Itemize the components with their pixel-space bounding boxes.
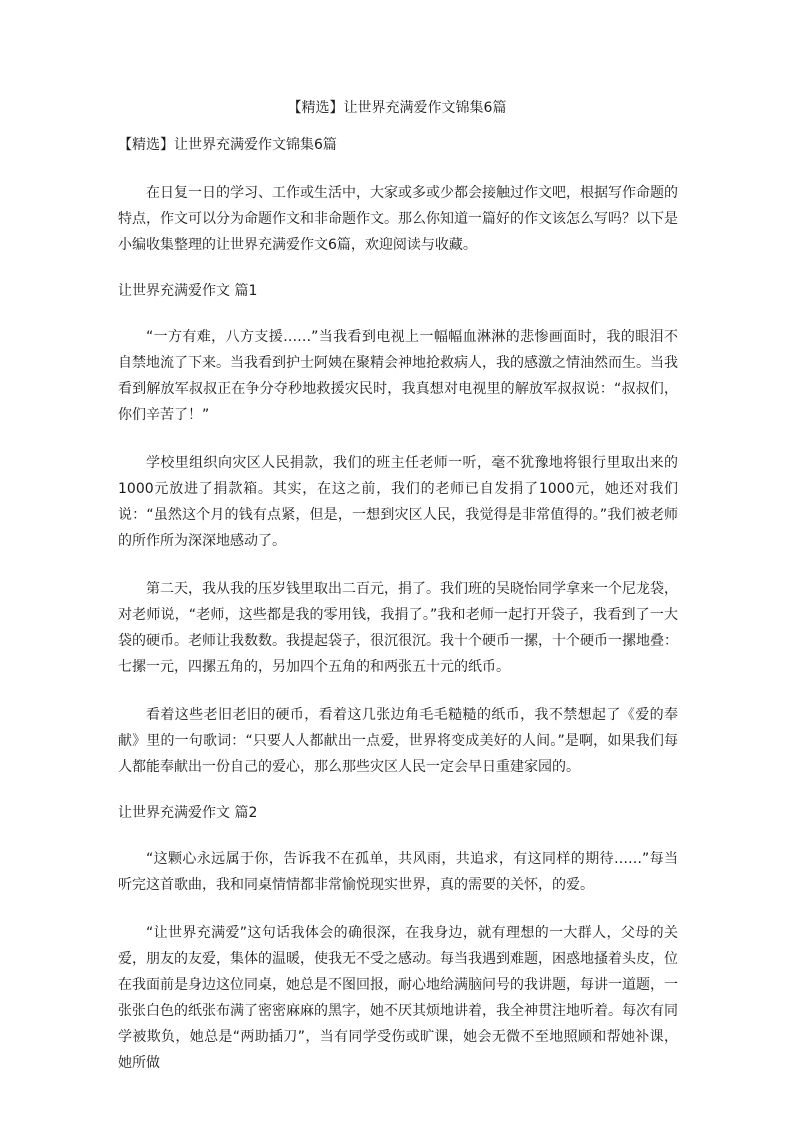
document-body xyxy=(118,134,678,1098)
body-paragraph: 第二天，我从我的压岁钱里取出二百元，捐了。我们班的吴晓怡同学拿来一个尼龙袋，对老师说，“老师，这些都是我的零用钱，我捐了。”我和老师一起打开袋子，我看到了一大袋的硬币。老师让我数数。我提起袋子，很沉很沉。我十个硬币一摞，十个硬币一摞地叠：七摞一元，四摞五角的，另加四个五角的和两张五十元的纸币。 xyxy=(118,581,678,675)
body-paragraph: “这颗心永远属于你，告诉我不在孤单，共风雨，共追求，有这同样的期待……”每当听完这首歌曲，我和同桌情情都非常愉悦现实世界，真的需要的关怀，的爱。 xyxy=(118,851,678,893)
essay-section-1 xyxy=(118,280,678,780)
body-paragraph: 看着这些老旧老旧的硬币，看着这几张边角毛毛糙糙的纸币，我不禁想起了《爱的奉献》里的一句歌词：“只要人人都献出一点爱，世界将变成美好的人间。”是啊，如果我们每人都能奉献出一份自己的爱心，那么那些灾区人民一定会早日重建家园的。 xyxy=(118,707,678,775)
body-paragraph: “让世界充满爱”这句话我体会的确很深，在我身边，就有理想的一大群人，父母的关爱，朋友的友爱，集体的温暖，使我无不受之感动。每当我遇到难题，困惑地搔着头皮，位在我面前是身边这位同桌，她总是不图回报，耐心地给满脑问号的我讲题，每讲一道题，一张张白色的纸张布满了密密麻麻的黑字，她不厌其烦地讲着，我全神贯注地听着。每次有同学被欺负，她总是“两助插刀”，当有同学受伤或旷课，她会无微不至地照顾和帮她补课，她所做 xyxy=(118,925,678,1071)
essay-section-2 xyxy=(118,802,678,1076)
intro-paragraph: 在日复一日的学习、工作或生活中，大家或多或少都会接触过作文吧，根据写作命题的特点，作文可以分为命题作文和非命题作文。那么你知道一篇好的作文该怎么写吗？以下是小编收集整理的让世界充满爱作文6篇，欢迎阅读与收藏。 xyxy=(118,185,678,253)
document-subtitle: 【精选】让世界充满爱作文锦集6篇 xyxy=(118,137,337,153)
section-heading: 让世界充满爱作文 篇1 xyxy=(118,283,258,299)
section-heading: 让世界充满爱作文 篇2 xyxy=(118,805,258,821)
body-paragraph: “一方有难，八方支援……”当我看到电视上一幅幅血淋淋的悲惨画面时，我的眼泪不自禁地流了下来。当我看到护士阿姨在聚精会神地抢救病人，我的感激之情油然而生。当我看到解放军叔叔正在争分夺秒地救援灾民时，我真想对电视里的解放军叔叔说：“叔叔们，你们辛苦了！” xyxy=(118,329,678,423)
document-title: 【精选】让世界充满爱作文锦集6篇 xyxy=(287,100,507,116)
body-paragraph: 学校里组织向灾区人民捐款，我们的班主任老师一听，毫不犹豫地将银行里取出来的1000元放进了捐款箱。其实，在这之前，我们的老师已自发捐了1000元，她还对我们说：“虽然这个月的钱有点紧，但是，一想到灾区人民，我觉得是非常值得的。”我们被老师的所作所为深深地感动了。 xyxy=(118,455,678,549)
